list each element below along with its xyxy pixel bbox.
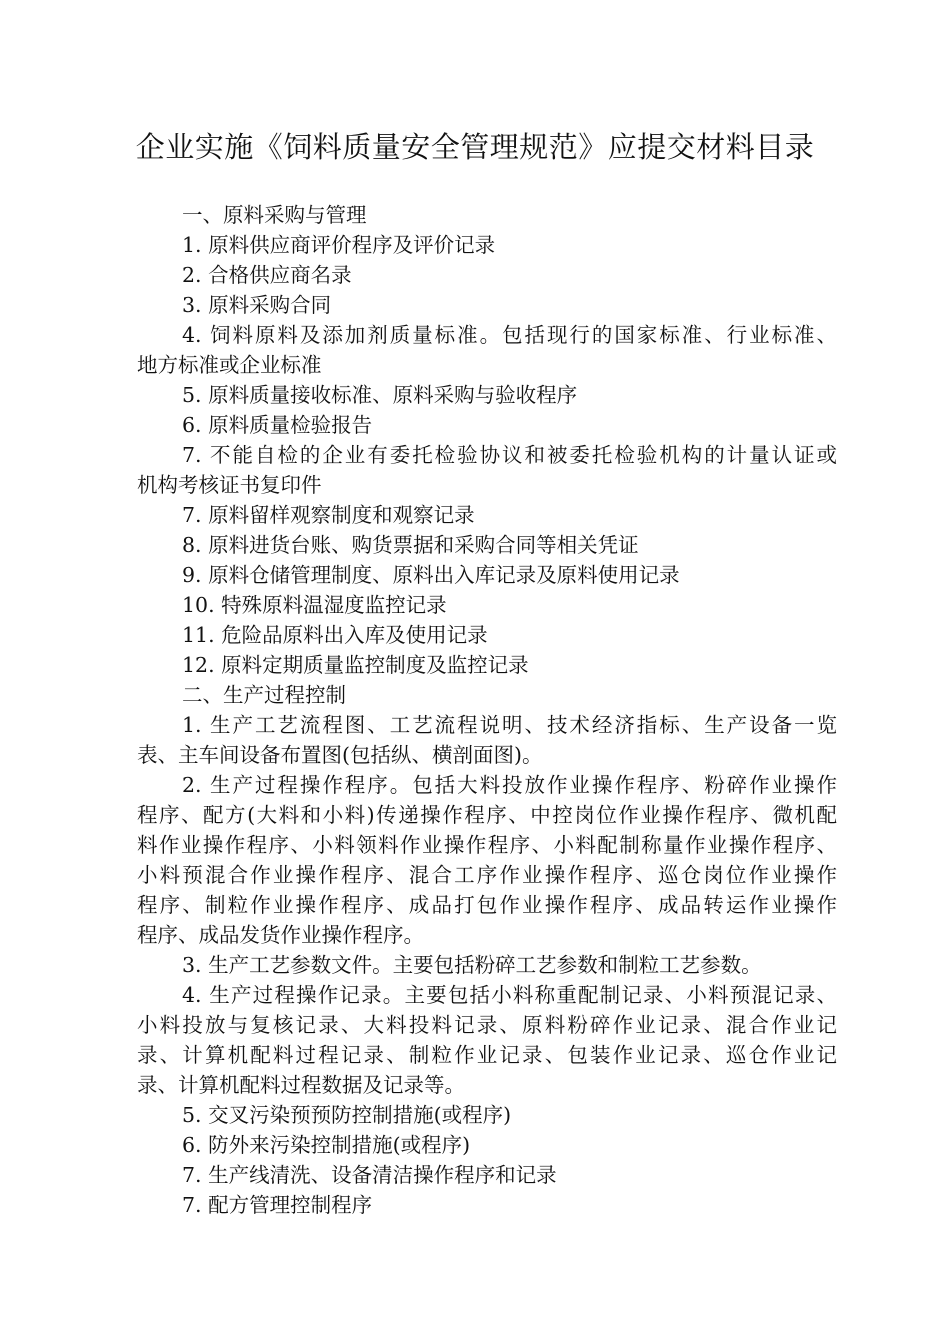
text-line: 程序、制粒作业操作程序、成品打包作业操作程序、成品转运作业操作: [137, 893, 837, 917]
text-line: 11. 危险品原料出入库及使用记录: [182, 623, 488, 647]
text-line: 2. 合格供应商名录: [182, 263, 352, 287]
text-line: 5. 原料质量接收标准、原料采购与验收程序: [182, 383, 578, 407]
text-line: 4. 饲料原料及添加剂质量标准。包括现行的国家标准、行业标准、: [182, 323, 837, 347]
text-line: 7. 生产线清洗、设备清洁操作程序和记录: [182, 1163, 557, 1187]
text-line: 机构考核证书复印件: [137, 473, 322, 497]
text-line: 7. 不能自检的企业有委托检验协议和被委托检验机构的计量认证或: [182, 443, 837, 467]
text-line: 程序、配方(大料和小料)传递操作程序、中控岗位作业操作程序、微机配: [137, 803, 837, 827]
text-line: 小料预混合作业操作程序、混合工序作业操作程序、巡仓岗位作业操作: [137, 863, 837, 887]
text-line: 2. 生产过程操作程序。包括大料投放作业操作程序、粉碎作业操作: [182, 773, 837, 797]
text-line: 3. 原料采购合同: [182, 293, 332, 317]
text-line: 12. 原料定期质量监控制度及监控记录: [182, 653, 529, 677]
text-line: 7. 原料留样观察制度和观察记录: [182, 503, 475, 527]
text-line: 6. 防外来污染控制措施(或程序): [182, 1133, 471, 1157]
text-line: 3. 生产工艺参数文件。主要包括粉碎工艺参数和制粒工艺参数。: [182, 953, 762, 977]
text-line: 表、主车间设备布置图(包括纵、横剖面图)。: [137, 743, 543, 767]
text-line: 录、计算机配料过程数据及记录等。: [137, 1073, 465, 1097]
text-line: 10. 特殊原料温湿度监控记录: [182, 593, 447, 617]
text-line: 5. 交叉污染预预防控制措施(或程序): [182, 1103, 512, 1127]
text-line: 1. 生产工艺流程图、工艺流程说明、技术经济指标、生产设备一览: [182, 713, 837, 737]
text-line: 程序、成品发货作业操作程序。: [137, 923, 424, 947]
document-title: 企业实施《饲料质量安全管理规范》应提交材料目录: [135, 130, 815, 164]
document-body: [137, 200, 837, 1220]
text-line: 8. 原料进货台账、购货票据和采购合同等相关凭证: [182, 533, 639, 557]
text-line: 录、计算机配料过程记录、制粒作业记录、包装作业记录、巡仓作业记: [137, 1043, 837, 1067]
text-line: 二、生产过程控制: [182, 683, 346, 707]
text-line: 7. 配方管理控制程序: [182, 1193, 373, 1217]
text-line: 料作业操作程序、小料领料作业操作程序、小料配制称量作业操作程序、: [137, 833, 837, 857]
text-line: 1. 原料供应商评价程序及评价记录: [182, 233, 496, 257]
text-line: 6. 原料质量检验报告: [182, 413, 373, 437]
text-line: 地方标准或企业标准: [137, 353, 322, 377]
text-line: 4. 生产过程操作记录。主要包括小料称重配制记录、小料预混记录、: [182, 983, 837, 1007]
text-line: 一、原料采购与管理: [182, 203, 367, 227]
text-line: 9. 原料仓储管理制度、原料出入库记录及原料使用记录: [182, 563, 680, 587]
text-line: 小料投放与复核记录、大料投料记录、原料粉碎作业记录、混合作业记: [137, 1013, 837, 1037]
